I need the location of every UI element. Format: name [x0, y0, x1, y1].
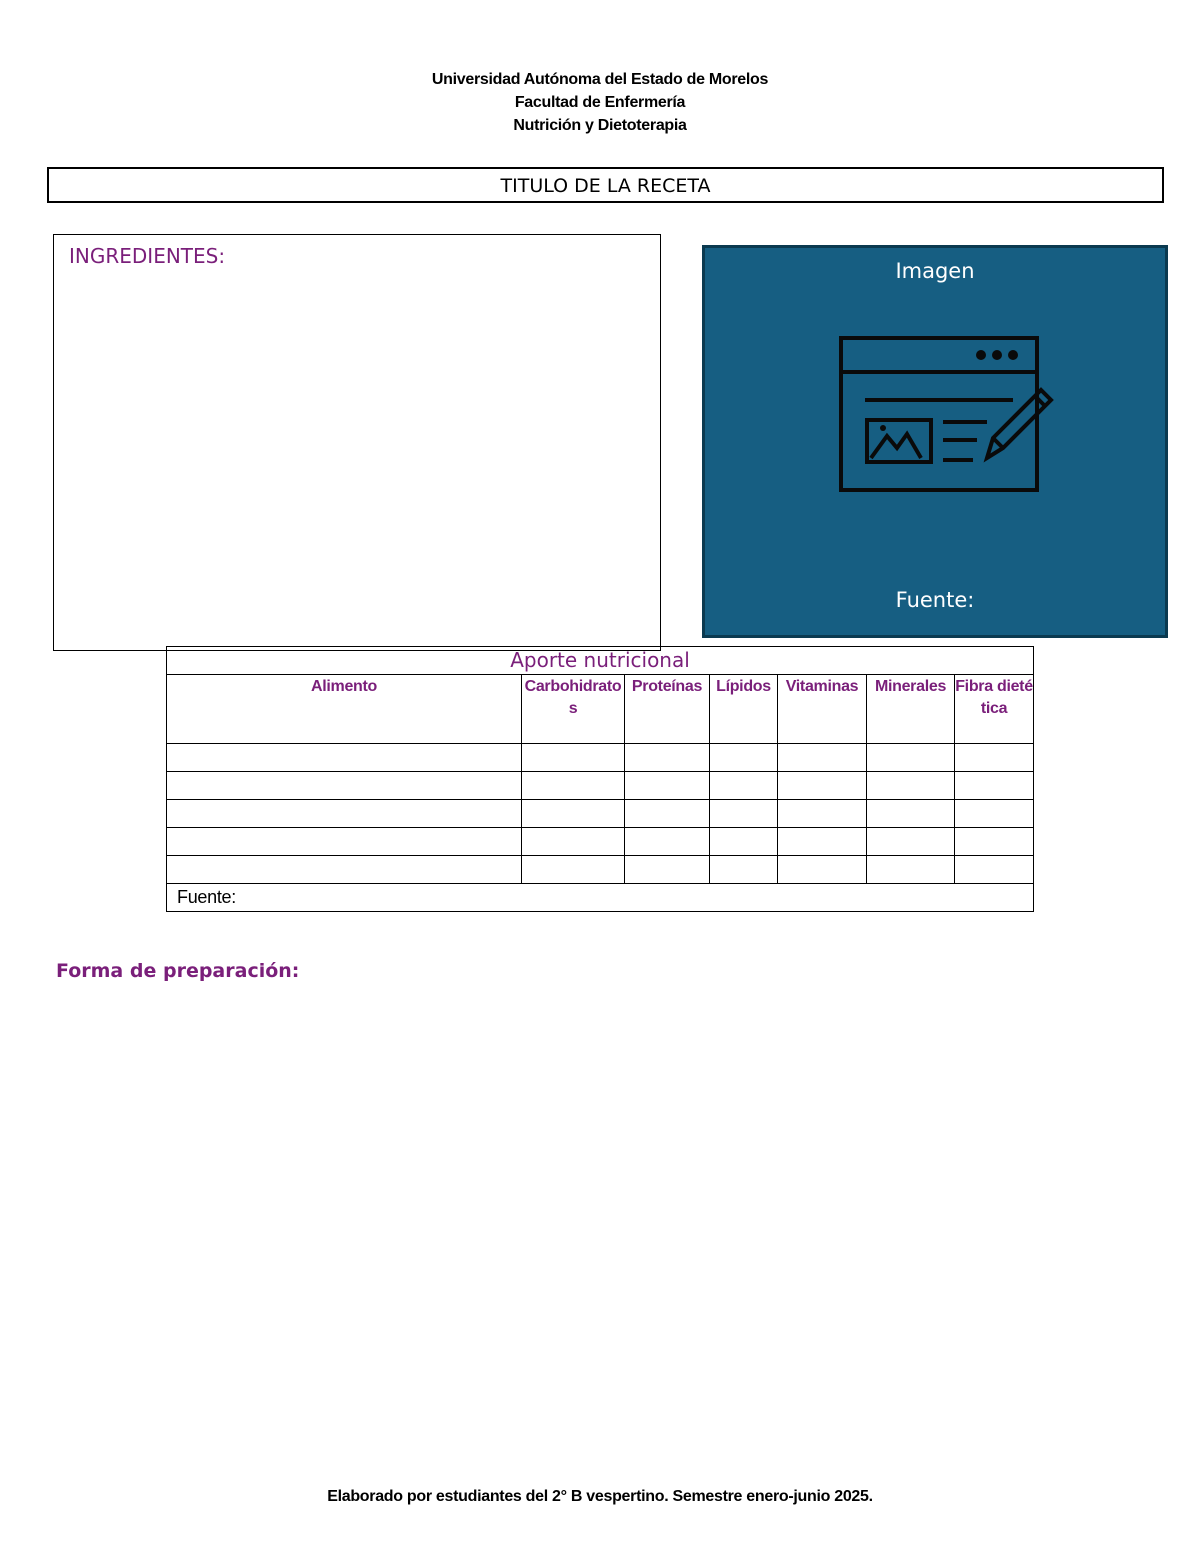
table-cell[interactable]: [522, 828, 625, 856]
table-cell[interactable]: [625, 772, 710, 800]
image-source-label: Fuente:: [895, 588, 975, 612]
table-cell[interactable]: [778, 856, 867, 884]
table-cell[interactable]: [955, 772, 1034, 800]
column-header-lipidos: Lípidos: [710, 675, 778, 744]
table-cell[interactable]: [522, 772, 625, 800]
recipe-title: TITULO DE LA RECETA: [500, 175, 711, 197]
course-name: Nutrición y Dietoterapia: [513, 117, 687, 134]
document-header: [0, 68, 1200, 137]
document-footer: Elaborado por estudiantes del 2° B vespertino. Semestre enero-junio 2025.: [327, 1488, 873, 1505]
table-cell[interactable]: [867, 744, 955, 772]
table-cell[interactable]: [522, 856, 625, 884]
table-cell[interactable]: [778, 772, 867, 800]
table-cell[interactable]: [867, 772, 955, 800]
table-cell[interactable]: [710, 856, 778, 884]
ingredients-label: INGREDIENTES:: [69, 244, 226, 268]
table-cell[interactable]: [625, 828, 710, 856]
table-cell[interactable]: [867, 800, 955, 828]
table-row: [167, 828, 1034, 856]
column-header-minerales: Minerales: [867, 675, 955, 744]
table-cell[interactable]: [778, 744, 867, 772]
table-cell[interactable]: [778, 828, 867, 856]
column-header-fibra: Fibra dietética: [955, 675, 1034, 744]
table-cell[interactable]: [867, 828, 955, 856]
table-cell[interactable]: [955, 744, 1034, 772]
ingredients-box: [53, 234, 661, 651]
table-cell[interactable]: [625, 744, 710, 772]
table-cell[interactable]: [778, 800, 867, 828]
column-header-proteinas: Proteínas: [625, 675, 710, 744]
table-cell[interactable]: [710, 772, 778, 800]
table-cell[interactable]: [167, 856, 522, 884]
table-cell[interactable]: [167, 744, 522, 772]
table-cell[interactable]: [710, 800, 778, 828]
nutrition-table-caption: Aporte nutricional: [167, 647, 1034, 675]
table-cell[interactable]: [625, 800, 710, 828]
table-row: [167, 856, 1034, 884]
nutrition-table: [166, 646, 1034, 912]
column-header-vitaminas: Vitaminas: [778, 675, 867, 744]
image-editor-icon: [837, 334, 1057, 499]
table-cell[interactable]: [955, 828, 1034, 856]
table-cell[interactable]: [955, 856, 1034, 884]
table-cell[interactable]: [167, 828, 522, 856]
column-header-alimento: Alimento: [167, 675, 522, 744]
table-row: [167, 772, 1034, 800]
table-cell[interactable]: [710, 744, 778, 772]
table-source-label: Fuente:: [167, 884, 1034, 912]
column-header-carbohidratos: Carbohidratos: [522, 675, 625, 744]
table-cell[interactable]: [522, 744, 625, 772]
table-cell[interactable]: [710, 828, 778, 856]
table-cell[interactable]: [867, 856, 955, 884]
preparation-label: Forma de preparación:: [56, 960, 300, 982]
table-cell[interactable]: [522, 800, 625, 828]
table-row: [167, 744, 1034, 772]
table-row: [167, 800, 1034, 828]
university-name: Universidad Autónoma del Estado de Morelos: [431, 71, 769, 88]
table-cell[interactable]: [625, 856, 710, 884]
faculty-name: Facultad de Enfermería: [514, 94, 686, 111]
table-cell[interactable]: [955, 800, 1034, 828]
table-cell[interactable]: [167, 800, 522, 828]
image-label: Imagen: [895, 259, 975, 283]
recipe-title-box: [47, 167, 1164, 203]
table-cell[interactable]: [167, 772, 522, 800]
image-panel: [702, 245, 1168, 638]
